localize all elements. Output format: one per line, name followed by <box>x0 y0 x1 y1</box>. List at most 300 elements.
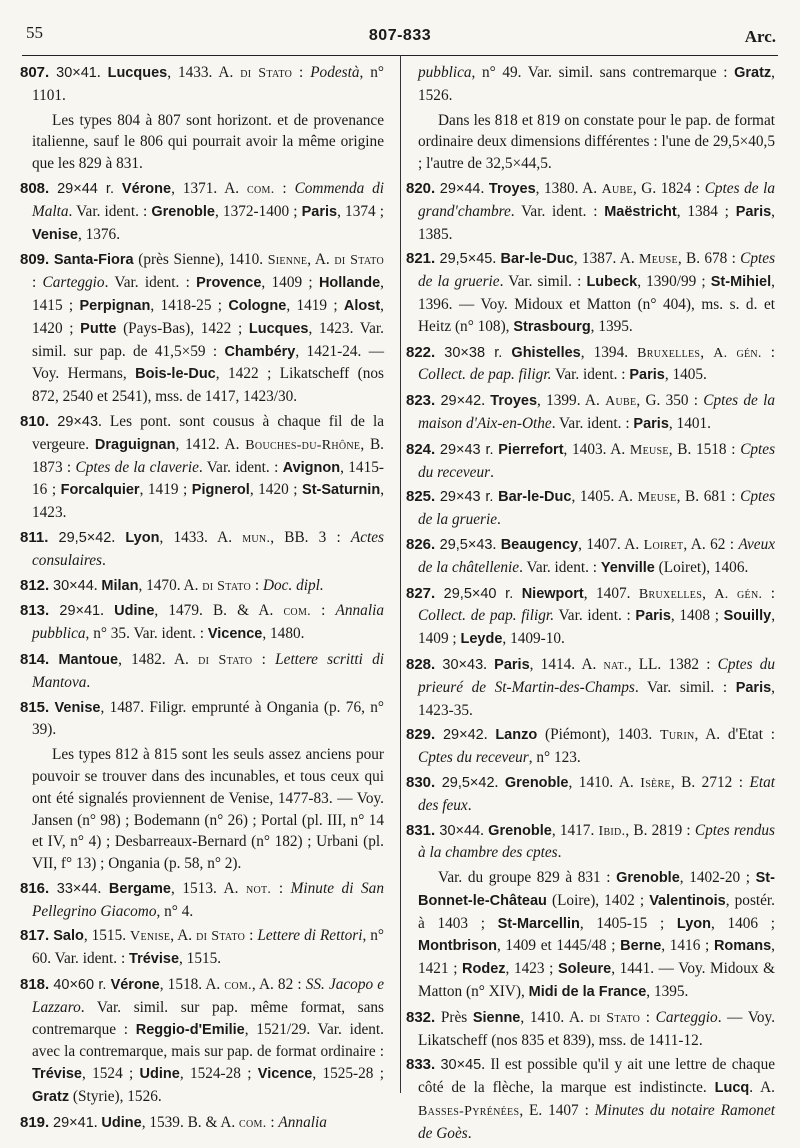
entry-text: . <box>480 821 489 839</box>
entry-text: : <box>310 602 336 620</box>
place-name: St-Bonnet-le-Château <box>418 870 775 909</box>
document-title: SS. Jacopo e Lazzaro <box>32 976 385 1016</box>
entry-text: . Var. ident. : <box>510 202 605 220</box>
place-name: Putte <box>80 320 117 337</box>
catalog-entry <box>406 1054 776 1144</box>
place-name: Provence <box>196 275 262 292</box>
entry-number: 822. <box>406 343 436 361</box>
entry-text: , 1433. A. <box>159 528 243 546</box>
entry-text: , 1487. Filigr. emprunté à Ongania (p. 76, n° 39). <box>32 698 384 739</box>
entry-text: , 1409 et 1445/48 ; <box>496 937 621 955</box>
document-title: Cptes du receveur <box>418 749 529 767</box>
entry-text: . <box>483 655 495 673</box>
document-title: Actes consulaires <box>32 528 384 569</box>
place-name: Venise <box>54 699 101 716</box>
place-name: Strasbourg <box>513 318 591 335</box>
entry-text: . <box>490 463 494 481</box>
place-name: Paris <box>494 656 530 673</box>
entry-text: , 1441. — Voy. Midoux & Matton (n° XIV), <box>418 960 775 1001</box>
entry-text: . <box>483 726 496 744</box>
archive-name: di Stato <box>202 578 252 594</box>
place-name: Trévise <box>32 1066 82 1083</box>
document-title: Doc. dipl. <box>262 576 324 594</box>
entry-text: (Piémont), 1403. <box>537 726 660 744</box>
catalog-entry <box>20 575 384 598</box>
archive-name: Meuse <box>638 252 678 268</box>
entry-text: , 1407. A. <box>578 535 644 553</box>
right-column <box>406 62 776 1148</box>
entry-text: . Var. ident. : <box>551 414 634 432</box>
archive-name: di Stato <box>196 929 246 945</box>
place-name: Chambéry <box>224 343 296 360</box>
entry-number: 827. <box>406 584 436 602</box>
entry-text: : <box>32 274 43 292</box>
place-name: St-Saturnin <box>302 482 381 499</box>
entry-text: , 1515. <box>179 950 222 968</box>
catalog-entry <box>20 527 384 572</box>
column-divider <box>400 55 401 1093</box>
entry-text: , G. 1824 : <box>632 179 705 197</box>
entry-range: 807-833 <box>368 27 432 44</box>
entry-text: Var. ident. : <box>554 607 636 625</box>
entry-text: , 1422 ; Likatscheff (nos 872, 2540 et 2541), mss. de 1417, 1423/30. <box>32 365 384 406</box>
entry-text: , 1526. <box>418 64 775 104</box>
entry-text: . Var. ident. : <box>68 202 152 220</box>
entry-text: , <box>702 584 715 602</box>
place-name: Reggio-d'Emilie <box>135 1021 245 1038</box>
archive-name: nat. <box>603 657 628 673</box>
catalog-entry <box>406 1007 776 1052</box>
archive-name: Venise <box>130 929 171 945</box>
document-title: Annalia pubblica <box>32 602 384 643</box>
catalog-entry <box>406 390 775 436</box>
entry-text: . <box>480 179 489 197</box>
entry-text: , 1374 ; <box>337 202 384 220</box>
entry-text: , 1385. <box>418 202 775 243</box>
entry-text: , E. 1407 : <box>519 1102 595 1120</box>
place-name: Paris <box>629 367 665 384</box>
place-name: Hollande <box>318 275 381 292</box>
entry-text: : <box>252 650 276 668</box>
archive-name: A. gén. <box>713 345 762 361</box>
archive-name: Isère <box>640 775 671 791</box>
entry-text: , 1418-25 ; <box>150 296 229 314</box>
entry-text: . <box>86 673 91 691</box>
paper-format: 29,5×45 <box>439 251 493 268</box>
place-name: Salo <box>53 928 84 945</box>
entry-text: , B. 2819 : <box>625 821 695 839</box>
entry-text: , 1410. A. <box>568 773 641 791</box>
paper-format: 29,5×40 r. <box>443 585 514 602</box>
archive-name: Bruxelles <box>637 345 701 361</box>
archive-name: Bouches-du-Rhône <box>245 437 361 453</box>
entry-number: 829. <box>406 726 436 744</box>
catalog-entry <box>20 925 385 971</box>
archive-name: com. <box>283 604 311 620</box>
place-name: Lucques <box>248 320 309 337</box>
paper-format: 29×42 <box>442 727 484 744</box>
archive-name: Meuse <box>637 490 677 506</box>
entry-number: 828. <box>406 655 436 673</box>
entry-text: , LL. 1382 : <box>627 655 718 673</box>
archive-name: Loiret <box>643 537 684 553</box>
catalog-entry <box>406 534 776 580</box>
place-name: Midi de la France <box>528 984 647 1001</box>
entry-text: , 1412. A. <box>175 435 246 453</box>
place-name: Bois-le-Duc <box>135 366 216 383</box>
entry-number: 824. <box>406 440 436 458</box>
document-title: Cptes de la maison d'Aix-en-Othe <box>418 392 775 432</box>
place-name: Montbrison <box>418 938 497 955</box>
document-title: Cptes rendus à la chambre des cptes <box>418 821 775 862</box>
place-name: Berne <box>620 938 662 955</box>
entry-text: . <box>492 250 501 268</box>
place-name: Soleure <box>558 961 612 978</box>
entry-text: , 1406 ; <box>711 914 775 932</box>
paper-format: 29,5×42 <box>441 774 495 791</box>
entry-text: , 1405-15 ; <box>579 914 677 932</box>
archive-name: Sienne <box>267 253 308 269</box>
entry-text: , 1372-1400 ; <box>215 202 302 220</box>
entry-text: , 1387. A. <box>573 250 639 268</box>
commentary-paragraph: Dans les 818 et 819 on constate pour le pap. de format ordinaire deux dimensions différentes : l'une de 29,5×40,5 ; l'autre de 32,5×44,5. <box>418 111 775 173</box>
entry-text: . <box>93 1113 102 1131</box>
entry-text: , n° 60. Var. ident. : <box>32 927 385 968</box>
entry-number: 826. <box>406 535 436 553</box>
document-title: Collect. de pap. filigr. <box>418 607 555 625</box>
entry-text: , 1479. B. & A. <box>154 602 284 620</box>
entry-number: 814. <box>20 650 50 668</box>
entry-text: , n° 4. <box>156 902 194 920</box>
index-keyword: Arc. <box>744 27 776 46</box>
place-name: Troyes <box>490 393 538 410</box>
place-name: Romans <box>713 938 772 955</box>
place-name: Ghistelles <box>511 344 581 361</box>
entry-text: . <box>111 528 126 546</box>
entry-text: . Var. simil. : <box>634 678 736 696</box>
entry-text: , 1403. A. <box>563 440 630 458</box>
archive-name: com. <box>247 181 275 197</box>
entry-text: , 1399. A. <box>537 392 606 410</box>
entry-text: . <box>101 551 106 569</box>
entry-text: , A. <box>170 927 197 945</box>
entry-text: : <box>274 179 295 197</box>
entry-text: , 1414. A. <box>529 655 604 673</box>
place-name: Grenoble <box>616 870 680 887</box>
entry-number: 817. <box>20 927 50 945</box>
entry-text: . <box>97 879 109 897</box>
entry-text: , 1423. <box>32 481 385 522</box>
entry-text: : <box>245 927 258 945</box>
entry-number: 830. <box>406 773 436 791</box>
place-name: Rodez <box>462 961 506 978</box>
place-name: Sienne <box>472 1009 521 1026</box>
catalog-entry <box>20 649 385 694</box>
entry-text: , BB. 3 : <box>270 528 351 546</box>
paper-format: 30×41 <box>56 65 97 81</box>
document-title: Cptes de la claverie <box>75 458 199 476</box>
place-name: Forcalquier <box>60 482 140 499</box>
entry-text: , 1433. A. <box>167 64 241 81</box>
place-name: Grenoble <box>151 203 215 220</box>
document-title: Aveux de la châtellenie <box>418 535 776 576</box>
entry-number: 820. <box>406 179 436 197</box>
entry-number: 825. <box>406 488 436 506</box>
archive-name: Turin <box>660 728 695 744</box>
paper-format: 29×44 r. <box>57 180 114 197</box>
entry-text: , 1409-10. <box>502 630 565 648</box>
paper-format: 40×60 r. <box>53 977 107 994</box>
catalog-entry <box>20 62 384 107</box>
entry-text: (Loiret), 1406. <box>654 558 749 576</box>
document-title: Minutes du notaire Ramonet de Goès <box>418 1102 775 1142</box>
document-title: Cptes de la grand'chambre <box>418 179 775 220</box>
catalog-entry <box>406 772 775 817</box>
paper-format: 29×42 <box>440 393 482 410</box>
catalog-entry <box>406 583 776 651</box>
entry-text: . <box>557 844 562 862</box>
place-name: Souilly <box>723 608 772 625</box>
document-title: pubblica <box>418 64 472 81</box>
entry-text: , B. 678 : <box>677 250 741 268</box>
entry-text: . <box>492 535 501 553</box>
catalog-entry <box>20 411 385 524</box>
place-name: Santa-Fiora <box>53 252 134 269</box>
entry-text: . <box>100 602 115 620</box>
archive-name: di Stato <box>198 652 253 668</box>
entry-number: 833. <box>406 1056 436 1074</box>
place-name: Troyes <box>488 180 536 197</box>
entry-text: , 1524 ; <box>82 1065 140 1083</box>
paper-format: 29×44 <box>439 180 481 197</box>
place-name: Maëstricht <box>604 203 677 220</box>
catalog-entry <box>20 1112 384 1135</box>
entry-text <box>114 180 122 197</box>
catalog-entry <box>406 654 776 721</box>
place-name: Pignerol <box>191 482 250 499</box>
place-name: Perpignan <box>79 297 151 314</box>
place-name: Paris <box>301 203 338 220</box>
catalog-entry <box>406 248 776 338</box>
entry-text: . — Voy. Likatscheff (nos 835 et 839), mss. de 1411-12. <box>418 1008 776 1049</box>
entry-text: , 1384 ; <box>676 202 736 220</box>
entry-number: 810. <box>20 412 50 430</box>
entry-text: : <box>251 576 263 594</box>
variants-paragraph <box>418 867 775 1004</box>
entry-text: . Var. ident. : <box>198 458 283 476</box>
entry-text: , 1401. <box>668 414 711 432</box>
catalog-entry <box>406 486 776 531</box>
place-name: Paris <box>735 679 772 696</box>
entry-text <box>513 585 521 602</box>
entry-text: , postér. à 1403 ; <box>418 891 776 932</box>
place-name: Cologne <box>228 297 287 314</box>
entry-text: Près <box>440 1008 473 1026</box>
entry-text: , 1380. A. <box>535 179 602 197</box>
entry-text: , 1513. A. <box>170 879 246 897</box>
paper-format: 30×43 <box>442 656 484 673</box>
document-title: Cptes du receveur <box>418 440 776 481</box>
entry-number: 819. <box>20 1113 50 1131</box>
entry-text: , B. 681 : <box>676 488 741 506</box>
entry-number: 809. <box>20 251 50 269</box>
place-name: Gratz <box>734 65 772 81</box>
paper-format: 30×45 <box>440 1057 482 1074</box>
entry-text: , 1395. <box>590 317 633 335</box>
catalog-entry <box>406 724 775 769</box>
place-name: Niewport <box>521 585 584 602</box>
entry-text: , 1423-35. <box>418 678 775 719</box>
paper-format: 29×41 <box>53 1114 94 1131</box>
entry-text: , 1539. B. & A. <box>141 1113 240 1131</box>
entry-text: , 1371. A. <box>171 179 248 197</box>
place-name: Udine <box>101 1114 142 1131</box>
entry-text: , 1405. A. <box>571 488 638 506</box>
entry-text: , 1470. A. <box>138 576 203 594</box>
place-name: Avignon <box>282 459 341 476</box>
place-name: Lucq <box>714 1080 750 1097</box>
entry-number: 808. <box>20 179 50 197</box>
place-name: Lucques <box>107 65 168 81</box>
paper-format: 33×44 <box>56 880 98 897</box>
entry-text: , 1420 ; <box>32 296 384 337</box>
place-name: Pierrefort <box>498 441 564 458</box>
place-name: Alost <box>343 297 381 314</box>
entry-text: (Loire), 1402 ; <box>546 891 650 909</box>
place-name: St-Mihiel <box>710 274 772 291</box>
entry-text: : <box>640 1008 656 1026</box>
document-title: Cptes de la gruerie <box>418 488 776 529</box>
commentary-paragraph: Les types 804 à 807 sont horizont. et de provenance italienne, sauf le 806 qui pourrait avoir la même origine que les 829 à 831. <box>32 111 384 173</box>
archive-name: di Stato <box>589 1010 641 1026</box>
document-title: Cptes de la gruerie <box>418 250 776 291</box>
archive-name: di Stato <box>334 253 385 269</box>
catalog-entry <box>20 178 385 246</box>
place-name: Udine <box>139 1066 180 1083</box>
place-name: Beaugency <box>500 536 579 553</box>
entry-text: , 1409 ; <box>418 607 776 648</box>
archive-name: Ibid. <box>598 823 626 839</box>
entry-text: , B. 2712 : <box>670 773 750 791</box>
archive-name: com. <box>239 1115 267 1131</box>
catalog-entry <box>20 249 385 408</box>
place-name: Vicence <box>257 1066 313 1083</box>
document-title: Etat des feux <box>418 773 775 814</box>
document-title: Podestà <box>310 64 360 81</box>
archive-name: Aube <box>601 181 633 197</box>
entry-text: , 1396. — Voy. Midoux et Matton (n° 404), ms. s. d. et Heitz (n° 108), <box>418 273 775 335</box>
paper-format: 30×44 <box>439 822 481 839</box>
entry-text: , 1419 ; <box>139 481 192 499</box>
archive-name: not. <box>245 881 272 897</box>
entry-text: : <box>271 879 291 897</box>
entry-text: (près Sienne), 1410. <box>133 251 268 269</box>
entry-text: , A. 82 : <box>251 976 306 994</box>
entry-text: Var. du groupe 829 à 831 : <box>438 869 617 887</box>
entry-text: . <box>481 392 491 410</box>
catalog-entry <box>406 439 776 484</box>
entry-text: , 1515. <box>83 927 131 945</box>
entry-text: , 1376. <box>77 225 121 243</box>
document-title: Carteggio <box>655 1008 718 1026</box>
entry-text: , 1423 ; <box>505 960 559 978</box>
entry-text: , A. d'Etat : <box>694 726 775 744</box>
place-name: Lyon <box>676 915 711 932</box>
entry-text: , n° 49. Var. simil. sans contremarque : <box>471 64 735 81</box>
archive-name: A. gén. <box>714 586 763 602</box>
entry-text: (Pays-Bas), 1422 ; <box>116 319 249 337</box>
archive-name: mun. <box>242 530 271 546</box>
place-name: Grenoble <box>504 774 569 791</box>
entry-number: 821. <box>406 250 436 268</box>
paper-format: 29×43 r. <box>439 489 494 506</box>
entry-text: : <box>761 343 776 361</box>
entry-text: , 1417. <box>551 821 599 839</box>
entry-text: . Var. simil. sur pap. même format, sans contremarque : <box>32 998 384 1038</box>
catalog-entry <box>20 974 385 1109</box>
entry-number: 818. <box>20 976 50 994</box>
entry-text: . Var. ident. : <box>104 274 197 292</box>
entry-text: . Les pont. sont cousus à chaque fil de la vergeure. <box>32 412 385 453</box>
entry-text: . Var. simil. : <box>499 273 587 291</box>
place-name: Lyon <box>125 529 160 546</box>
paper-format: 29×43 r. <box>439 441 494 458</box>
entry-text: , 1421 ; <box>418 937 775 978</box>
entry-text: , G. 350 : <box>636 392 704 410</box>
paper-format: 29,5×42 <box>58 529 112 546</box>
place-name: Paris <box>635 608 671 625</box>
paper-format: 29×43 <box>57 413 99 430</box>
entry-number: 823. <box>406 392 436 410</box>
catalog-entry <box>418 62 775 107</box>
catalog-entry <box>20 697 384 742</box>
archive-name: Aube <box>605 394 637 410</box>
place-name: Vicence <box>207 626 263 643</box>
document-title: Minute di San Pellegrino Giacomo <box>32 879 384 920</box>
entry-text: , n° 123. <box>528 749 581 767</box>
archive-name: di Stato <box>240 66 293 81</box>
entry-text: , B. 1518 : <box>668 440 741 458</box>
entry-text: , 1482. A. <box>118 650 199 668</box>
document-title: Lettere scritti di Mantova <box>32 650 385 691</box>
entry-text: , 1524-28 ; <box>179 1065 258 1083</box>
entry-text: , 1402-20 ; <box>679 869 756 887</box>
entry-text: , 1415 ; <box>32 274 384 314</box>
entry-text: , A. 62 : <box>683 535 739 553</box>
entry-number: 811. <box>20 528 49 546</box>
entry-text: , 1416 ; <box>661 937 714 955</box>
place-name: Mantoue <box>58 651 119 668</box>
entry-text: , 1420 ; <box>249 481 303 499</box>
archive-name: Bruxelles <box>638 586 703 602</box>
entry-text: , 1407. <box>583 584 639 602</box>
paper-format: 30×38 r. <box>444 344 503 361</box>
entry-number: 812. <box>20 576 50 594</box>
entry-text: , 1419 ; <box>286 296 344 314</box>
entry-text: . <box>93 576 102 594</box>
entry-text: (Styrie), 1526. <box>69 1088 162 1106</box>
entry-text: , 1480. <box>262 625 305 643</box>
entry-text: , 1521/29. Var. ident. avec la contremarque, mais sur pap. de format ordinaire : <box>32 1020 384 1061</box>
document-title: Carteggio <box>42 274 105 292</box>
place-name: Grenoble <box>488 822 552 839</box>
entry-number: 813. <box>20 602 50 620</box>
place-name: Lanzo <box>495 727 538 744</box>
entry-text: , 1525-28 ; <box>312 1065 384 1083</box>
archive-name: Meuse <box>629 442 669 458</box>
entry-number: 807. <box>20 64 50 81</box>
place-name: Milan <box>101 577 139 594</box>
